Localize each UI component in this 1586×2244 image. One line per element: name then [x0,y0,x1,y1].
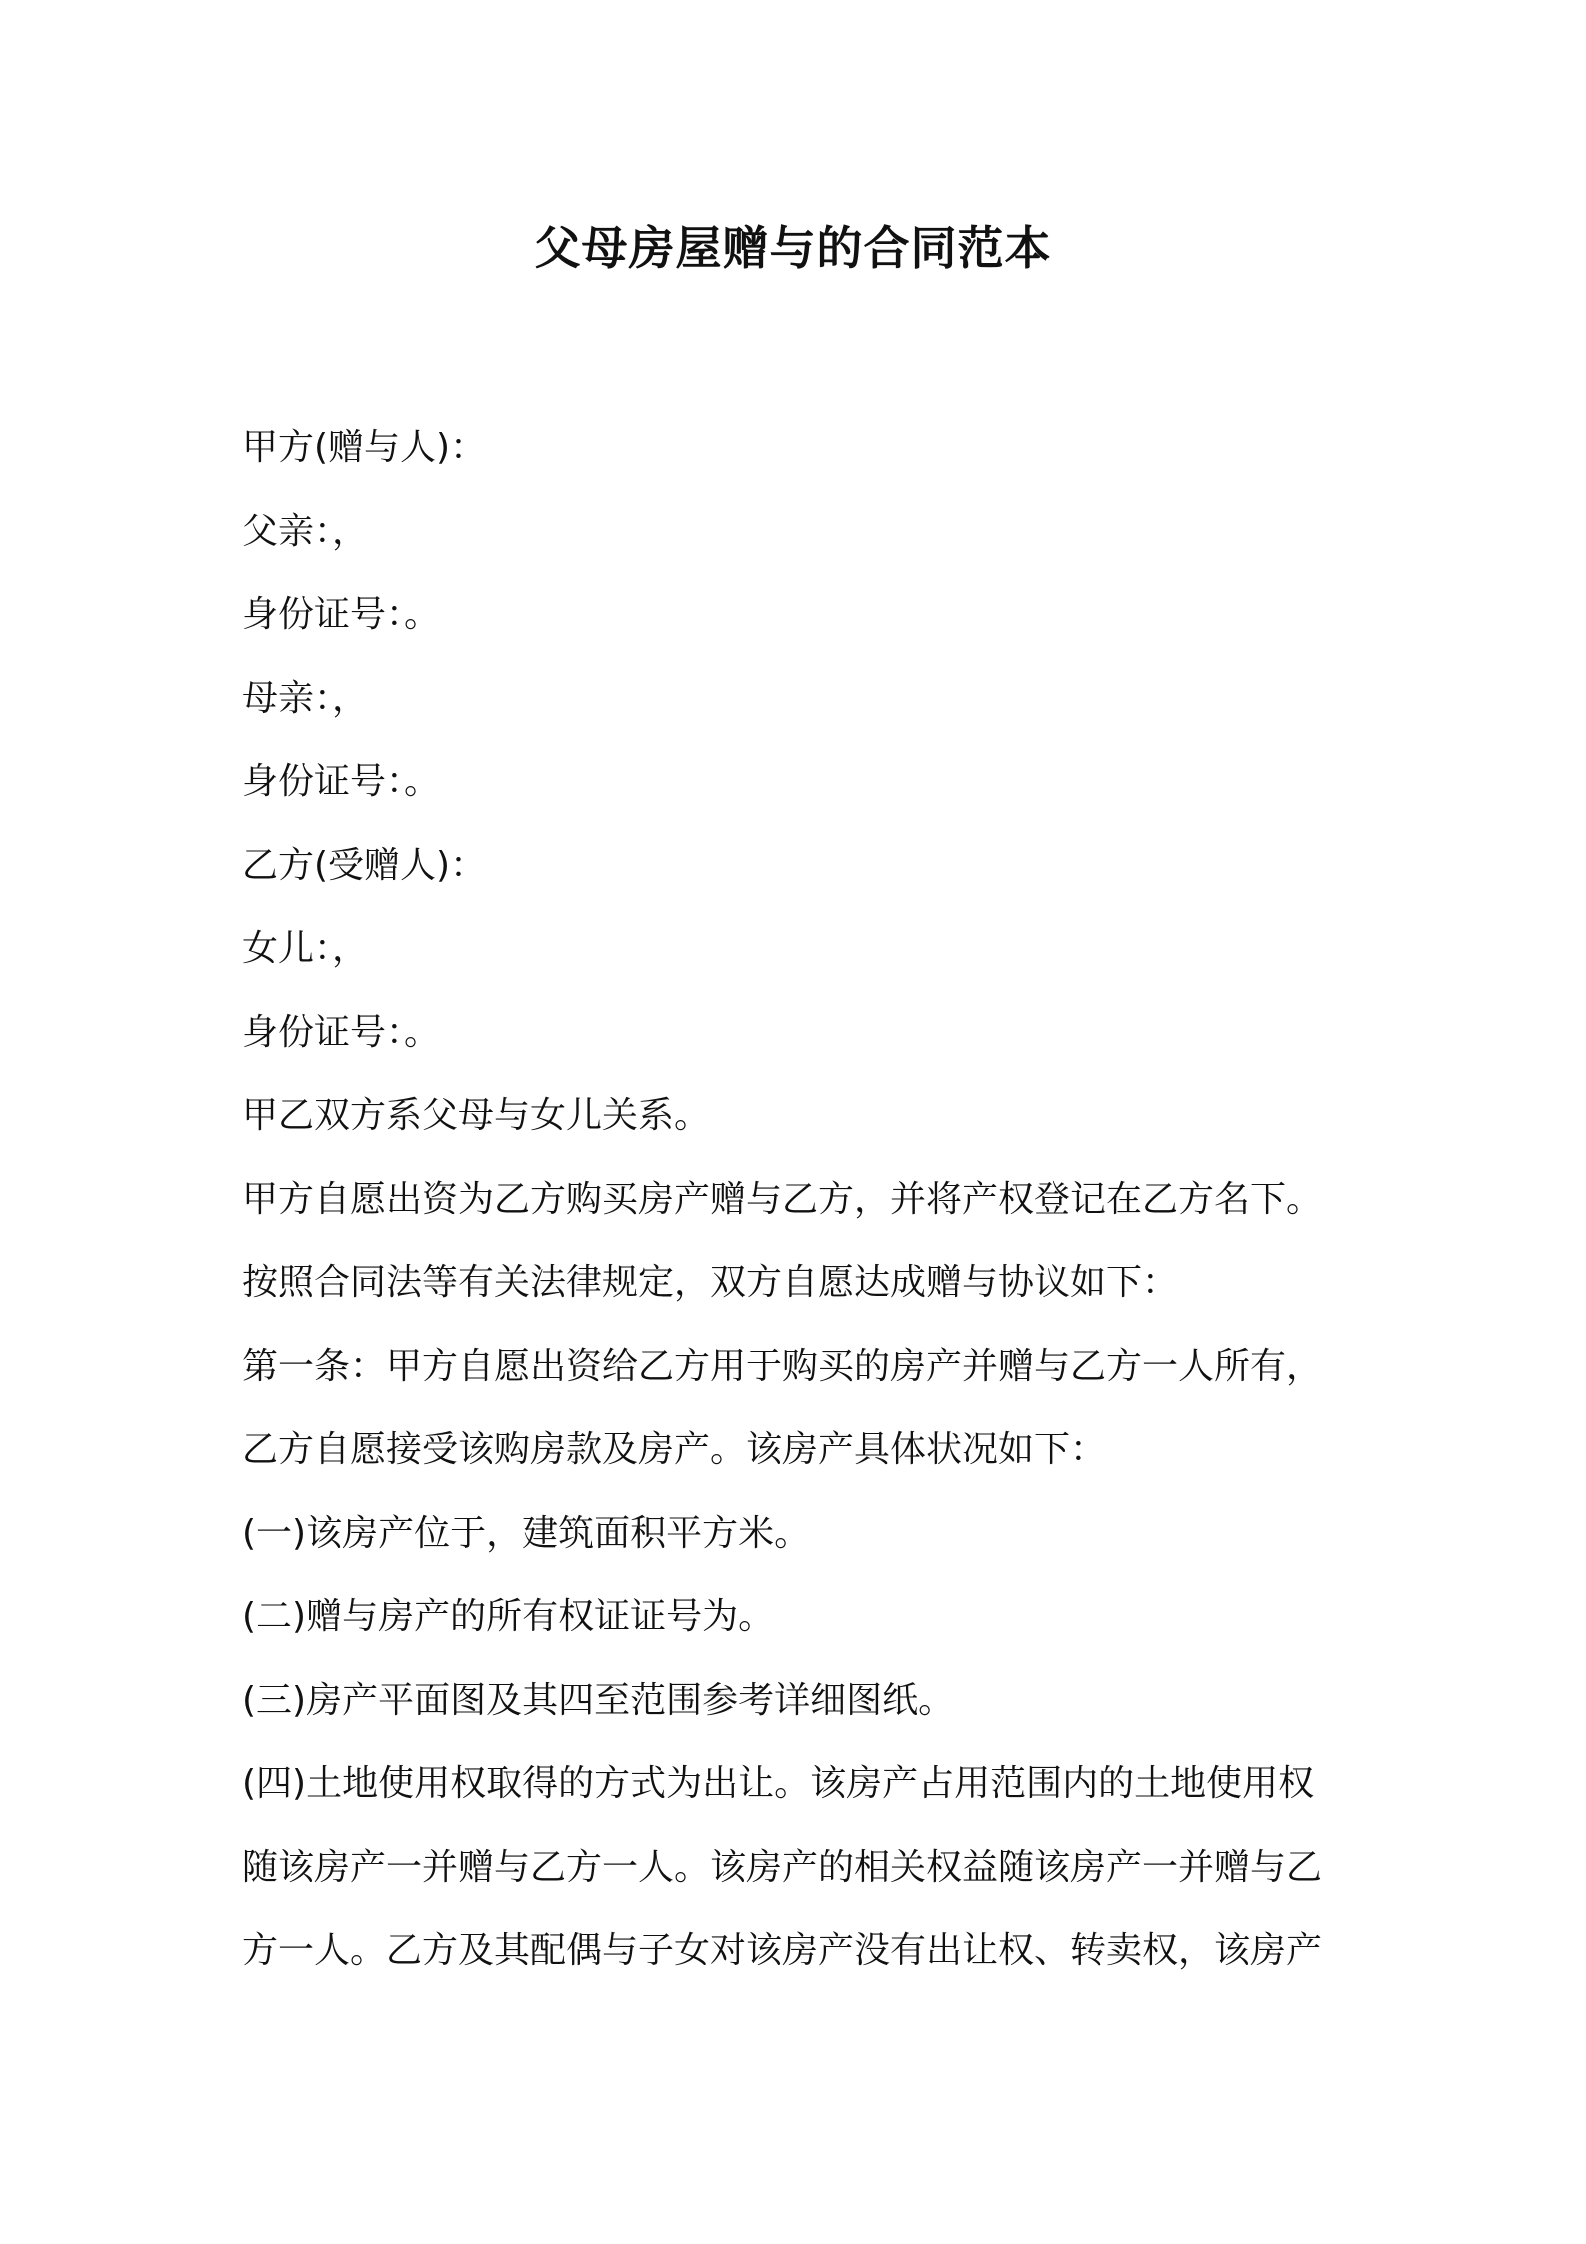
paragraph-line: 按照合同法等有关法律规定，双方自愿达成赠与协议如下： [242,1262,1179,1303]
party-a-heading: 甲方(赠与人)： [242,427,487,468]
paragraph-line: 方一人。乙方及其配偶与子女对该房产没有出让权、转卖权，该房产 [242,1930,1323,1971]
clause-item-4: (四)土地使用权取得的方式为出让。该房产占用范围内的土地使用权 [242,1763,1315,1804]
clause-item-3: (三)房产平面图及其四至范围参考详细图纸。 [242,1679,955,1721]
document-title: 父母房屋赠与的合同范本 [534,221,1052,275]
paragraph-line: 乙方自愿接受该购房款及房产。该房产具体状况如下： [242,1429,1107,1470]
mother-id-line: 身份证号：。 [242,761,441,802]
paragraph-line: 甲方自愿出资为乙方购买房产赠与乙方，并将产权登记在乙方名下。 [242,1178,1323,1220]
father-line: 父亲：， [242,510,369,552]
father-id-line: 身份证号：。 [242,594,441,635]
clause-item-2: (二)赠与房产的所有权证证号为。 [242,1596,775,1637]
relationship-line: 甲乙双方系父母与女儿关系。 [242,1095,711,1136]
mother-line: 母亲：， [242,677,369,719]
party-b-heading: 乙方(受赠人)： [242,844,487,886]
document-body [242,406,1362,1993]
article-one-line: 第一条：甲方自愿出资给乙方用于购买的房产并赠与乙方一人所有， [242,1345,1323,1387]
paragraph-line: 随该房产一并赠与乙方一人。该房产的相关权益随该房产一并赠与乙 [242,1846,1323,1888]
daughter-line: 女儿：， [242,928,369,969]
clause-item-1: (一)该房产位于，建筑面积平方米。 [242,1512,811,1554]
daughter-id-line: 身份证号：。 [242,1011,441,1053]
